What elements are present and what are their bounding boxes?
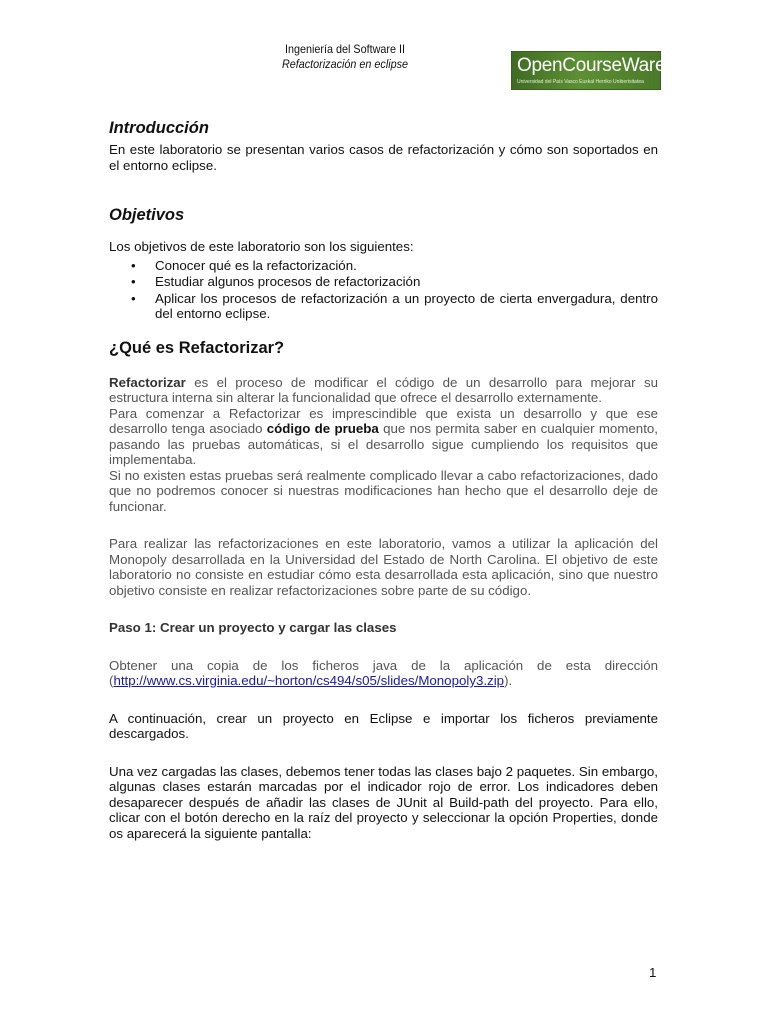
objetivos-list — [109, 258, 658, 322]
list-item: • Aplicar los procesos de refactorización a un proyecto de cierta envergadura, dentro del entorno eclipse. — [131, 290, 658, 321]
paso1-heading: Paso 1: Crear un proyecto y cargar las clases — [109, 620, 397, 635]
logo-text: OpenCourseWare — [517, 55, 666, 76]
monopoly-download-link[interactable]: http://www.cs.virginia.edu/~horton/cs494/s05/slides/Monopoly3.zip — [113, 673, 505, 688]
que-es-paragraph-1: Refactorizar es el proceso de modificar el código de un desarrollo para mejorar su estructura interna sin alterar la funcionalidad que ofrece el desarrollo externamente. — [109, 374, 658, 405]
intro-text: En este laboratorio se presentan varios casos de refactorización y cómo son soportados en el entorno eclipse. — [109, 142, 658, 173]
list-item: • Estudiar algunos procesos de refactorización — [131, 274, 421, 289]
document-body — [109, 118, 658, 841]
paso1-paragraph-1: Obtener una copia de los ficheros java de la aplicación de esta dirección (http://www.cs.virginia.edu/~horton/cs494/s05/slides/Monopoly3.zip). — [109, 657, 658, 688]
objetivos-lead: Los objetivos de este laboratorio son los siguientes: — [109, 239, 414, 254]
page-number: 1 — [649, 965, 657, 980]
paso1-paragraph-2: A continuación, crear un proyecto en Eclipse e importar los ficheros previamente descargados. — [109, 710, 658, 741]
list-item: • Conocer qué es la refactorización. — [131, 257, 357, 273]
logo-subtext: Universidad del País Vasco Euskal Herriko Unibertsitatea — [517, 79, 644, 85]
bullet-icon: • — [131, 274, 136, 289]
intro-heading: Introducción — [109, 119, 209, 137]
document-subtitle: Refactorización en eclipse — [281, 57, 409, 71]
opencourseware-logo — [511, 51, 666, 90]
page-header — [230, 42, 460, 72]
que-es-paragraph-2: Para comenzar a Refactorizar es imprescindible que exista un desarrollo y que ese desarrollo tenga asociado código de prueba que nos permita saber en cualquier momento, pasando las pruebas automáticas, si el desarrollo sigue cumpliendo los requisitos que implementaba. — [109, 405, 658, 467]
que-es-heading: ¿Qué es Refactorizar? — [109, 338, 285, 357]
objetivos-heading: Objetivos — [109, 206, 185, 224]
que-es-paragraph-4: Para realizar las refactorizaciones en este laboratorio, vamos a utilizar la aplicación del Monopoly desarrollada en la Universidad del Estado de North Carolina. El objetivo de este laboratorio no consiste en estudiar cómo esta desarrollada esta aplicación, sino que nuestro objetivo consiste en realizar refactorizaciones sobre parte de su código. — [109, 536, 658, 598]
bullet-icon: • — [131, 290, 136, 306]
paso1-paragraph-3: Una vez cargadas las clases, debemos tener todas las clases bajo 2 paquetes. Sin embargo, algunas clases estarán marcadas por el indicador rojo de error. Los indicadores deben desaparecer después de añadir las clases de JUnit al Build-path del proyecto. Para ello, clicar con el botón derecho en la raíz del proyecto y seleccionar la opción Properties, donde os aparecerá la siguiente pantalla: — [109, 763, 658, 841]
que-es-paragraph-3: Si no existen estas pruebas será realmente complicado llevar a cabo refactorizaciones, dado que no podremos conocer si nuestras modificaciones han hecho que el desarrollo deje de funcionar. — [109, 467, 658, 514]
course-title: Ingeniería del Software II — [284, 42, 406, 56]
bullet-icon: • — [131, 257, 136, 273]
